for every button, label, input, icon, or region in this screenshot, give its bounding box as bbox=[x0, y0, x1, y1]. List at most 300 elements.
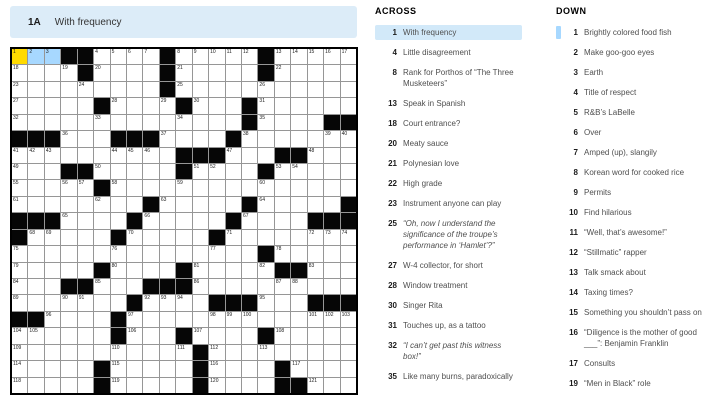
grid-cell[interactable] bbox=[324, 279, 339, 294]
across-clue-23[interactable] bbox=[375, 196, 522, 211]
across-clue-28[interactable] bbox=[375, 278, 522, 293]
grid-cell[interactable] bbox=[28, 180, 43, 195]
grid-cell[interactable] bbox=[45, 180, 60, 195]
grid-cell[interactable] bbox=[209, 164, 224, 179]
grid-cell[interactable] bbox=[275, 197, 290, 212]
grid-cell[interactable] bbox=[12, 148, 27, 163]
grid-cell[interactable] bbox=[12, 328, 27, 343]
grid-cell[interactable] bbox=[45, 345, 60, 360]
grid-cell[interactable] bbox=[176, 295, 191, 310]
grid-cell[interactable] bbox=[324, 131, 339, 146]
grid-cell[interactable] bbox=[308, 197, 323, 212]
grid-cell[interactable] bbox=[143, 378, 158, 393]
grid-cell[interactable] bbox=[12, 378, 27, 393]
grid-cell[interactable] bbox=[78, 345, 93, 360]
down-clue-13[interactable] bbox=[556, 265, 717, 280]
grid-cell[interactable] bbox=[242, 345, 257, 360]
grid-cell[interactable] bbox=[45, 263, 60, 278]
grid-cell[interactable] bbox=[111, 180, 126, 195]
grid-cell[interactable] bbox=[209, 279, 224, 294]
grid-cell[interactable] bbox=[242, 49, 257, 64]
grid-cell[interactable] bbox=[209, 82, 224, 97]
down-clue-1[interactable] bbox=[556, 25, 717, 40]
across-clue-31[interactable] bbox=[375, 318, 522, 333]
across-clue-32[interactable] bbox=[375, 338, 522, 364]
grid-cell[interactable] bbox=[160, 328, 175, 343]
grid-cell[interactable] bbox=[341, 131, 356, 146]
grid-cell[interactable] bbox=[111, 98, 126, 113]
grid-cell[interactable] bbox=[12, 82, 27, 97]
grid-cell[interactable] bbox=[143, 295, 158, 310]
grid-cell[interactable] bbox=[111, 378, 126, 393]
down-clue-4[interactable] bbox=[556, 85, 717, 100]
grid-cell[interactable] bbox=[94, 131, 109, 146]
grid-cell[interactable] bbox=[143, 345, 158, 360]
grid-cell[interactable] bbox=[160, 131, 175, 146]
grid-cell[interactable] bbox=[308, 115, 323, 130]
grid-cell[interactable] bbox=[143, 230, 158, 245]
grid-cell[interactable] bbox=[291, 246, 306, 261]
grid-cell[interactable] bbox=[341, 148, 356, 163]
grid-cell[interactable] bbox=[324, 312, 339, 327]
grid-cell[interactable] bbox=[127, 197, 142, 212]
grid-cell[interactable] bbox=[176, 180, 191, 195]
down-clue-12[interactable] bbox=[556, 245, 717, 260]
grid-cell[interactable] bbox=[275, 213, 290, 228]
grid-cell[interactable] bbox=[94, 279, 109, 294]
grid-cell[interactable] bbox=[242, 279, 257, 294]
grid-cell[interactable] bbox=[61, 213, 76, 228]
grid-cell[interactable] bbox=[160, 378, 175, 393]
grid-cell[interactable] bbox=[28, 230, 43, 245]
grid-cell[interactable] bbox=[127, 361, 142, 376]
grid-cell[interactable] bbox=[291, 328, 306, 343]
grid-cell[interactable] bbox=[61, 361, 76, 376]
grid-cell[interactable] bbox=[193, 180, 208, 195]
grid-cell[interactable] bbox=[61, 98, 76, 113]
grid-cell[interactable] bbox=[193, 279, 208, 294]
grid-cell[interactable] bbox=[226, 230, 241, 245]
down-clue-8[interactable] bbox=[556, 165, 717, 180]
grid-cell[interactable] bbox=[209, 345, 224, 360]
grid-cell[interactable] bbox=[45, 279, 60, 294]
grid-cell[interactable] bbox=[226, 82, 241, 97]
grid-cell[interactable] bbox=[28, 65, 43, 80]
grid-cell[interactable] bbox=[12, 345, 27, 360]
grid-cell[interactable] bbox=[61, 312, 76, 327]
grid-cell[interactable] bbox=[209, 197, 224, 212]
grid-cell[interactable] bbox=[94, 148, 109, 163]
grid-cell[interactable] bbox=[308, 378, 323, 393]
grid-cell[interactable] bbox=[193, 98, 208, 113]
grid-cell[interactable] bbox=[143, 263, 158, 278]
grid-cell[interactable] bbox=[45, 164, 60, 179]
grid-cell[interactable] bbox=[242, 328, 257, 343]
grid-cell[interactable] bbox=[226, 148, 241, 163]
grid-cell[interactable] bbox=[258, 180, 273, 195]
grid-cell[interactable] bbox=[127, 180, 142, 195]
grid-cell[interactable] bbox=[341, 378, 356, 393]
grid-cell[interactable] bbox=[111, 213, 126, 228]
grid-cell[interactable] bbox=[193, 65, 208, 80]
grid-cell[interactable] bbox=[242, 65, 257, 80]
grid-cell[interactable] bbox=[258, 279, 273, 294]
grid-cell[interactable] bbox=[209, 246, 224, 261]
grid-cell[interactable] bbox=[45, 230, 60, 245]
grid-cell[interactable] bbox=[275, 345, 290, 360]
grid-cell[interactable] bbox=[291, 65, 306, 80]
grid-cell[interactable] bbox=[324, 263, 339, 278]
grid-cell[interactable] bbox=[94, 82, 109, 97]
grid-cell[interactable] bbox=[193, 82, 208, 97]
grid-cell[interactable] bbox=[61, 263, 76, 278]
down-clue-5[interactable] bbox=[556, 105, 717, 120]
grid-cell[interactable] bbox=[111, 65, 126, 80]
grid-cell[interactable] bbox=[78, 312, 93, 327]
grid-cell[interactable] bbox=[45, 82, 60, 97]
grid-cell[interactable] bbox=[258, 82, 273, 97]
grid-cell[interactable] bbox=[275, 180, 290, 195]
grid-cell[interactable] bbox=[12, 115, 27, 130]
grid-cell[interactable] bbox=[111, 246, 126, 261]
grid-cell[interactable] bbox=[308, 98, 323, 113]
grid-cell[interactable] bbox=[176, 213, 191, 228]
grid-cell[interactable] bbox=[28, 115, 43, 130]
down-clue-2[interactable] bbox=[556, 45, 717, 60]
grid-cell[interactable] bbox=[176, 230, 191, 245]
grid-cell[interactable] bbox=[226, 98, 241, 113]
grid-cell[interactable] bbox=[226, 345, 241, 360]
grid-cell[interactable] bbox=[160, 230, 175, 245]
grid-cell[interactable] bbox=[28, 345, 43, 360]
grid-cell[interactable] bbox=[176, 82, 191, 97]
grid-cell[interactable] bbox=[341, 263, 356, 278]
across-clue-1[interactable] bbox=[375, 25, 522, 40]
grid-cell[interactable] bbox=[78, 82, 93, 97]
grid-cell[interactable] bbox=[324, 361, 339, 376]
grid-cell[interactable] bbox=[143, 246, 158, 261]
current-clue-bar[interactable] bbox=[10, 6, 357, 38]
grid-cell[interactable] bbox=[12, 65, 27, 80]
grid-cell[interactable] bbox=[143, 164, 158, 179]
grid-cell[interactable] bbox=[111, 164, 126, 179]
grid-cell[interactable] bbox=[94, 246, 109, 261]
grid-cell[interactable] bbox=[78, 246, 93, 261]
grid-cell[interactable] bbox=[12, 263, 27, 278]
grid-cell[interactable] bbox=[94, 312, 109, 327]
grid-cell[interactable] bbox=[324, 230, 339, 245]
grid-cell[interactable] bbox=[127, 164, 142, 179]
grid-cell[interactable] bbox=[160, 115, 175, 130]
grid-cell[interactable] bbox=[176, 361, 191, 376]
grid-cell[interactable] bbox=[291, 98, 306, 113]
grid-cell[interactable] bbox=[127, 115, 142, 130]
across-clue-22[interactable] bbox=[375, 176, 522, 191]
grid-cell[interactable] bbox=[12, 49, 27, 64]
grid-cell[interactable] bbox=[45, 98, 60, 113]
grid-cell[interactable] bbox=[143, 180, 158, 195]
grid-cell[interactable] bbox=[78, 328, 93, 343]
grid-cell[interactable] bbox=[324, 328, 339, 343]
crossword-grid-cells[interactable] bbox=[12, 49, 356, 393]
grid-cell[interactable] bbox=[28, 279, 43, 294]
grid-cell[interactable] bbox=[127, 279, 142, 294]
grid-cell[interactable] bbox=[209, 180, 224, 195]
across-clue-25[interactable] bbox=[375, 216, 522, 253]
grid-cell[interactable] bbox=[308, 65, 323, 80]
grid-cell[interactable] bbox=[341, 180, 356, 195]
grid-cell[interactable] bbox=[176, 312, 191, 327]
grid-cell[interactable] bbox=[258, 213, 273, 228]
grid-cell[interactable] bbox=[209, 361, 224, 376]
grid-cell[interactable] bbox=[111, 148, 126, 163]
grid-cell[interactable] bbox=[12, 197, 27, 212]
down-clue-14[interactable] bbox=[556, 285, 717, 300]
down-clue-10[interactable] bbox=[556, 205, 717, 220]
grid-cell[interactable] bbox=[242, 213, 257, 228]
grid-cell[interactable] bbox=[12, 279, 27, 294]
grid-cell[interactable] bbox=[341, 361, 356, 376]
down-clue-17[interactable] bbox=[556, 356, 717, 371]
grid-cell[interactable] bbox=[275, 49, 290, 64]
grid-cell[interactable] bbox=[308, 246, 323, 261]
down-clue-11[interactable] bbox=[556, 225, 717, 240]
grid-cell[interactable] bbox=[258, 345, 273, 360]
grid-cell[interactable] bbox=[160, 180, 175, 195]
grid-cell[interactable] bbox=[193, 164, 208, 179]
grid-cell[interactable] bbox=[291, 295, 306, 310]
grid-cell[interactable] bbox=[275, 279, 290, 294]
grid-cell[interactable] bbox=[160, 98, 175, 113]
grid-cell[interactable] bbox=[143, 361, 158, 376]
grid-cell[interactable] bbox=[242, 180, 257, 195]
down-clue-16[interactable] bbox=[556, 325, 717, 351]
grid-cell[interactable] bbox=[258, 230, 273, 245]
grid-cell[interactable] bbox=[61, 82, 76, 97]
grid-cell[interactable] bbox=[111, 279, 126, 294]
grid-cell[interactable] bbox=[193, 246, 208, 261]
grid-cell[interactable] bbox=[226, 246, 241, 261]
grid-cell[interactable] bbox=[28, 82, 43, 97]
grid-cell[interactable] bbox=[45, 197, 60, 212]
grid-cell[interactable] bbox=[160, 295, 175, 310]
grid-cell[interactable] bbox=[341, 328, 356, 343]
grid-cell[interactable] bbox=[324, 98, 339, 113]
grid-cell[interactable] bbox=[143, 82, 158, 97]
grid-cell[interactable] bbox=[308, 230, 323, 245]
grid-cell[interactable] bbox=[341, 246, 356, 261]
grid-cell[interactable] bbox=[160, 197, 175, 212]
grid-cell[interactable] bbox=[226, 328, 241, 343]
grid-cell[interactable] bbox=[12, 295, 27, 310]
grid-cell[interactable] bbox=[341, 345, 356, 360]
grid-cell[interactable] bbox=[28, 263, 43, 278]
grid-cell[interactable] bbox=[45, 378, 60, 393]
grid-cell[interactable] bbox=[176, 131, 191, 146]
grid-cell[interactable] bbox=[28, 197, 43, 212]
grid-cell[interactable] bbox=[226, 378, 241, 393]
grid-cell[interactable] bbox=[242, 148, 257, 163]
grid-cell[interactable] bbox=[242, 164, 257, 179]
grid-cell[interactable] bbox=[61, 230, 76, 245]
grid-cell[interactable] bbox=[94, 213, 109, 228]
grid-cell[interactable] bbox=[78, 263, 93, 278]
grid-cell[interactable] bbox=[111, 263, 126, 278]
down-clue-3[interactable] bbox=[556, 65, 717, 80]
grid-cell[interactable] bbox=[127, 263, 142, 278]
grid-cell[interactable] bbox=[209, 98, 224, 113]
grid-cell[interactable] bbox=[160, 148, 175, 163]
grid-cell[interactable] bbox=[61, 65, 76, 80]
grid-cell[interactable] bbox=[160, 312, 175, 327]
grid-cell[interactable] bbox=[308, 361, 323, 376]
grid-cell[interactable] bbox=[28, 98, 43, 113]
grid-cell[interactable] bbox=[193, 213, 208, 228]
grid-cell[interactable] bbox=[242, 361, 257, 376]
grid-cell[interactable] bbox=[258, 295, 273, 310]
grid-cell[interactable] bbox=[45, 295, 60, 310]
grid-cell[interactable] bbox=[94, 230, 109, 245]
grid-cell[interactable] bbox=[193, 295, 208, 310]
grid-cell[interactable] bbox=[94, 115, 109, 130]
grid-cell[interactable] bbox=[176, 246, 191, 261]
grid-cell[interactable] bbox=[176, 65, 191, 80]
grid-cell[interactable] bbox=[61, 378, 76, 393]
grid-cell[interactable] bbox=[94, 345, 109, 360]
grid-cell[interactable] bbox=[61, 345, 76, 360]
grid-cell[interactable] bbox=[242, 131, 257, 146]
down-clue-9[interactable] bbox=[556, 185, 717, 200]
grid-cell[interactable] bbox=[226, 49, 241, 64]
grid-cell[interactable] bbox=[324, 197, 339, 212]
grid-cell[interactable] bbox=[45, 148, 60, 163]
grid-cell[interactable] bbox=[12, 98, 27, 113]
grid-cell[interactable] bbox=[275, 295, 290, 310]
grid-cell[interactable] bbox=[275, 82, 290, 97]
grid-cell[interactable] bbox=[61, 115, 76, 130]
grid-cell[interactable] bbox=[94, 197, 109, 212]
down-clue-19[interactable] bbox=[556, 376, 717, 391]
grid-cell[interactable] bbox=[127, 82, 142, 97]
grid-cell[interactable] bbox=[127, 65, 142, 80]
grid-cell[interactable] bbox=[291, 312, 306, 327]
grid-cell[interactable] bbox=[226, 312, 241, 327]
grid-cell[interactable] bbox=[226, 263, 241, 278]
grid-cell[interactable] bbox=[61, 295, 76, 310]
grid-cell[interactable] bbox=[28, 148, 43, 163]
grid-cell[interactable] bbox=[160, 263, 175, 278]
grid-cell[interactable] bbox=[209, 65, 224, 80]
grid-cell[interactable] bbox=[275, 115, 290, 130]
grid-cell[interactable] bbox=[209, 378, 224, 393]
grid-cell[interactable] bbox=[193, 263, 208, 278]
grid-cell[interactable] bbox=[193, 312, 208, 327]
grid-cell[interactable] bbox=[78, 378, 93, 393]
grid-cell[interactable] bbox=[242, 82, 257, 97]
grid-cell[interactable] bbox=[28, 246, 43, 261]
grid-cell[interactable] bbox=[45, 246, 60, 261]
grid-cell[interactable] bbox=[275, 246, 290, 261]
grid-cell[interactable] bbox=[275, 131, 290, 146]
grid-cell[interactable] bbox=[28, 164, 43, 179]
grid-cell[interactable] bbox=[291, 82, 306, 97]
grid-cell[interactable] bbox=[226, 361, 241, 376]
grid-cell[interactable] bbox=[61, 148, 76, 163]
grid-cell[interactable] bbox=[341, 65, 356, 80]
grid-cell[interactable] bbox=[61, 246, 76, 261]
grid-cell[interactable] bbox=[226, 279, 241, 294]
across-clue-21[interactable] bbox=[375, 156, 522, 171]
across-clue-35[interactable] bbox=[375, 369, 522, 384]
across-clue-8[interactable] bbox=[375, 65, 522, 91]
grid-cell[interactable] bbox=[324, 246, 339, 261]
grid-cell[interactable] bbox=[308, 164, 323, 179]
grid-cell[interactable] bbox=[226, 164, 241, 179]
grid-cell[interactable] bbox=[61, 131, 76, 146]
grid-cell[interactable] bbox=[324, 148, 339, 163]
grid-cell[interactable] bbox=[258, 361, 273, 376]
grid-cell[interactable] bbox=[275, 98, 290, 113]
across-clue-4[interactable] bbox=[375, 45, 522, 60]
grid-cell[interactable] bbox=[291, 279, 306, 294]
grid-cell[interactable] bbox=[291, 49, 306, 64]
grid-cell[interactable] bbox=[12, 361, 27, 376]
grid-cell[interactable] bbox=[143, 115, 158, 130]
grid-cell[interactable] bbox=[127, 246, 142, 261]
grid-cell[interactable] bbox=[226, 197, 241, 212]
grid-cell[interactable] bbox=[324, 65, 339, 80]
grid-cell[interactable] bbox=[275, 164, 290, 179]
across-clue-13[interactable] bbox=[375, 96, 522, 111]
grid-cell[interactable] bbox=[308, 131, 323, 146]
grid-cell[interactable] bbox=[341, 312, 356, 327]
grid-cell[interactable] bbox=[341, 279, 356, 294]
grid-cell[interactable] bbox=[209, 328, 224, 343]
grid-cell[interactable] bbox=[324, 49, 339, 64]
down-clue-15[interactable] bbox=[556, 305, 717, 320]
grid-cell[interactable] bbox=[111, 49, 126, 64]
grid-cell[interactable] bbox=[258, 148, 273, 163]
grid-cell[interactable] bbox=[275, 312, 290, 327]
grid-cell[interactable] bbox=[324, 378, 339, 393]
grid-cell[interactable] bbox=[209, 213, 224, 228]
grid-cell[interactable] bbox=[209, 263, 224, 278]
grid-cell[interactable] bbox=[78, 197, 93, 212]
grid-cell[interactable] bbox=[143, 312, 158, 327]
grid-cell[interactable] bbox=[143, 49, 158, 64]
across-clue-27[interactable] bbox=[375, 258, 522, 273]
grid-cell[interactable] bbox=[291, 230, 306, 245]
grid-cell[interactable] bbox=[193, 197, 208, 212]
grid-cell[interactable] bbox=[143, 148, 158, 163]
grid-cell[interactable] bbox=[291, 164, 306, 179]
grid-cell[interactable] bbox=[160, 361, 175, 376]
grid-cell[interactable] bbox=[209, 115, 224, 130]
grid-cell[interactable] bbox=[78, 361, 93, 376]
across-clue-20[interactable] bbox=[375, 136, 522, 151]
grid-cell[interactable] bbox=[111, 295, 126, 310]
grid-cell[interactable] bbox=[308, 148, 323, 163]
grid-cell[interactable] bbox=[127, 98, 142, 113]
grid-cell[interactable] bbox=[61, 197, 76, 212]
grid-cell[interactable] bbox=[275, 328, 290, 343]
grid-cell[interactable] bbox=[61, 328, 76, 343]
grid-cell[interactable] bbox=[61, 180, 76, 195]
grid-cell[interactable] bbox=[111, 361, 126, 376]
grid-cell[interactable] bbox=[308, 263, 323, 278]
grid-cell[interactable] bbox=[45, 312, 60, 327]
grid-cell[interactable] bbox=[291, 180, 306, 195]
